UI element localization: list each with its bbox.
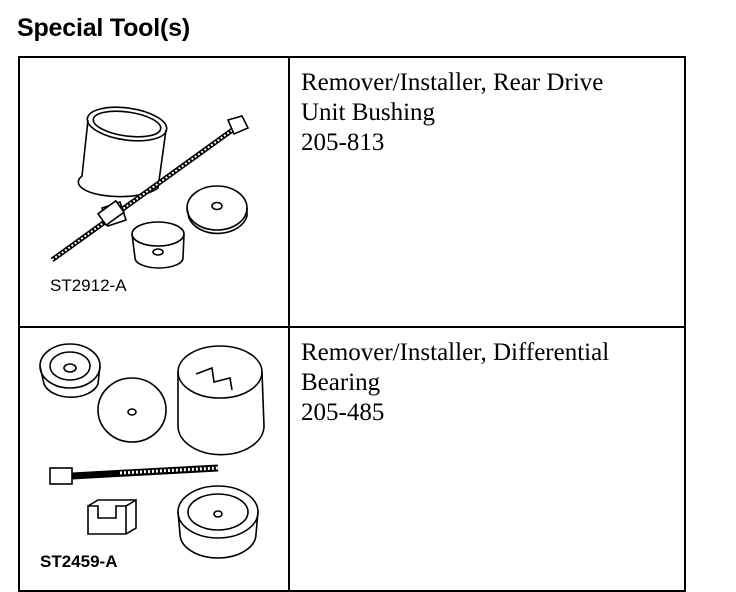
illustration-code: ST2459-A [40,552,118,571]
tool-number: 205-485 [301,399,385,426]
tool-number: 205-813 [301,129,385,156]
table-row [19,57,685,327]
tool-name-line: Remover/Installer, Differential [301,339,610,366]
tool-illustration-cell [19,327,289,591]
table-row [19,327,685,591]
tool-name-line: Unit Bushing [301,99,436,126]
tool-illustration-cell [19,57,289,327]
bearing-tool-illustration [20,328,288,580]
special-tools-table [18,56,686,592]
tool-name-line: Remover/Installer, Rear Drive [301,69,604,96]
page-title: Special Tool(s) [17,14,190,42]
tool-description-cell [289,57,685,327]
tool-description-cell [289,327,685,591]
tool-name-line: Bearing [301,369,381,396]
illustration-code: ST2912-A [50,276,127,295]
